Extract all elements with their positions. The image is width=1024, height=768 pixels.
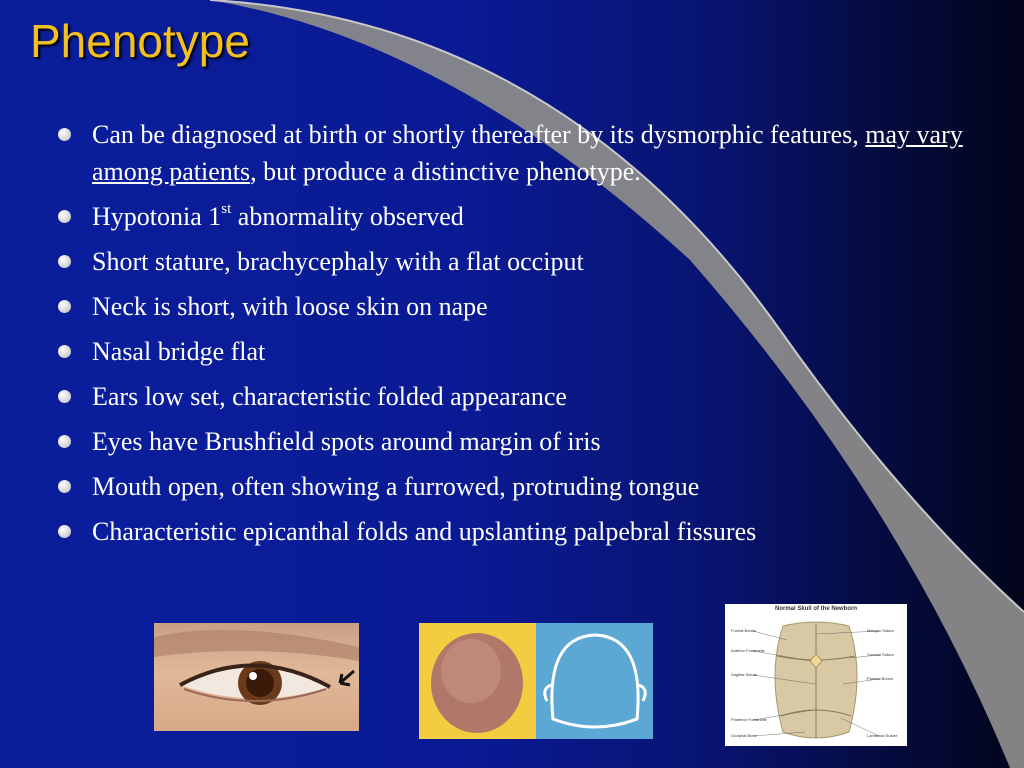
- bullet-text: Can be diagnosed at birth or shortly thereafter by its dysmorphic features,: [92, 120, 866, 149]
- bullet-text: Characteristic epicanthal folds and upslanting palpebral fissures: [92, 517, 757, 546]
- bullet-text: Neck is short, with loose skin on nape: [92, 292, 488, 321]
- skull-comparison-image: [419, 623, 653, 739]
- bullet-dot-icon: [58, 345, 71, 358]
- diagram-label: Posterior Fontanelle: [731, 717, 767, 722]
- bullet-text: , but produce a distinctive phenotype.: [250, 157, 641, 186]
- bullet-text: abnormality observed: [231, 202, 464, 231]
- diagram-label: Anterior Fontanelle: [731, 648, 765, 653]
- slide-title: Phenotype: [30, 15, 250, 67]
- eye-photo: [154, 623, 359, 731]
- bullet-item: [58, 513, 978, 550]
- bullet-dot-icon: [58, 435, 71, 448]
- bullet-item: [58, 243, 978, 280]
- bullet-item: [58, 198, 978, 235]
- bullet-item: [58, 423, 978, 460]
- diagram-label: Lambdoid Suture: [867, 733, 898, 738]
- bullet-dot-icon: [58, 255, 71, 268]
- bullet-item: [58, 468, 978, 505]
- bullet-dot-icon: [58, 300, 71, 313]
- bullet-text: Eyes have Brushfield spots around margin of iris: [92, 427, 601, 456]
- bullet-item: [58, 116, 978, 190]
- bullet-text: Nasal bridge flat: [92, 337, 266, 366]
- bullet-list: [58, 116, 978, 558]
- bullet-item: [58, 288, 978, 325]
- diagram-label: Coronal Suture: [867, 652, 894, 657]
- bullet-text: Ears low set, characteristic folded appearance: [92, 382, 567, 411]
- newborn-skull-diagram: [725, 604, 907, 746]
- diagram-label: Parietal Bones: [867, 676, 894, 681]
- diagram-label: Sagittal Suture: [731, 672, 758, 677]
- diagram-label: Frontal Bones: [731, 628, 756, 633]
- bullet-dot-icon: [58, 525, 71, 538]
- bullet-text: Hypotonia 1: [92, 202, 222, 231]
- diagram-label: Metopic Suture: [867, 628, 894, 633]
- bullet-dot-icon: [58, 390, 71, 403]
- bullet-underlined-text: may vary among patients: [92, 120, 963, 186]
- diagram-label: Occipital Bone: [731, 733, 757, 738]
- bullet-item: [58, 333, 978, 370]
- superscript-text: st: [221, 201, 232, 218]
- bullet-dot-icon: [58, 210, 71, 223]
- bullet-item: [58, 378, 978, 415]
- bullet-dot-icon: [58, 128, 71, 141]
- bullet-text: Mouth open, often showing a furrowed, protruding tongue: [92, 472, 700, 501]
- bullet-text: Short stature, brachycephaly with a flat occiput: [92, 247, 584, 276]
- diagram-title: Normal Skull of the Newborn: [774, 606, 857, 612]
- bullet-dot-icon: [58, 480, 71, 493]
